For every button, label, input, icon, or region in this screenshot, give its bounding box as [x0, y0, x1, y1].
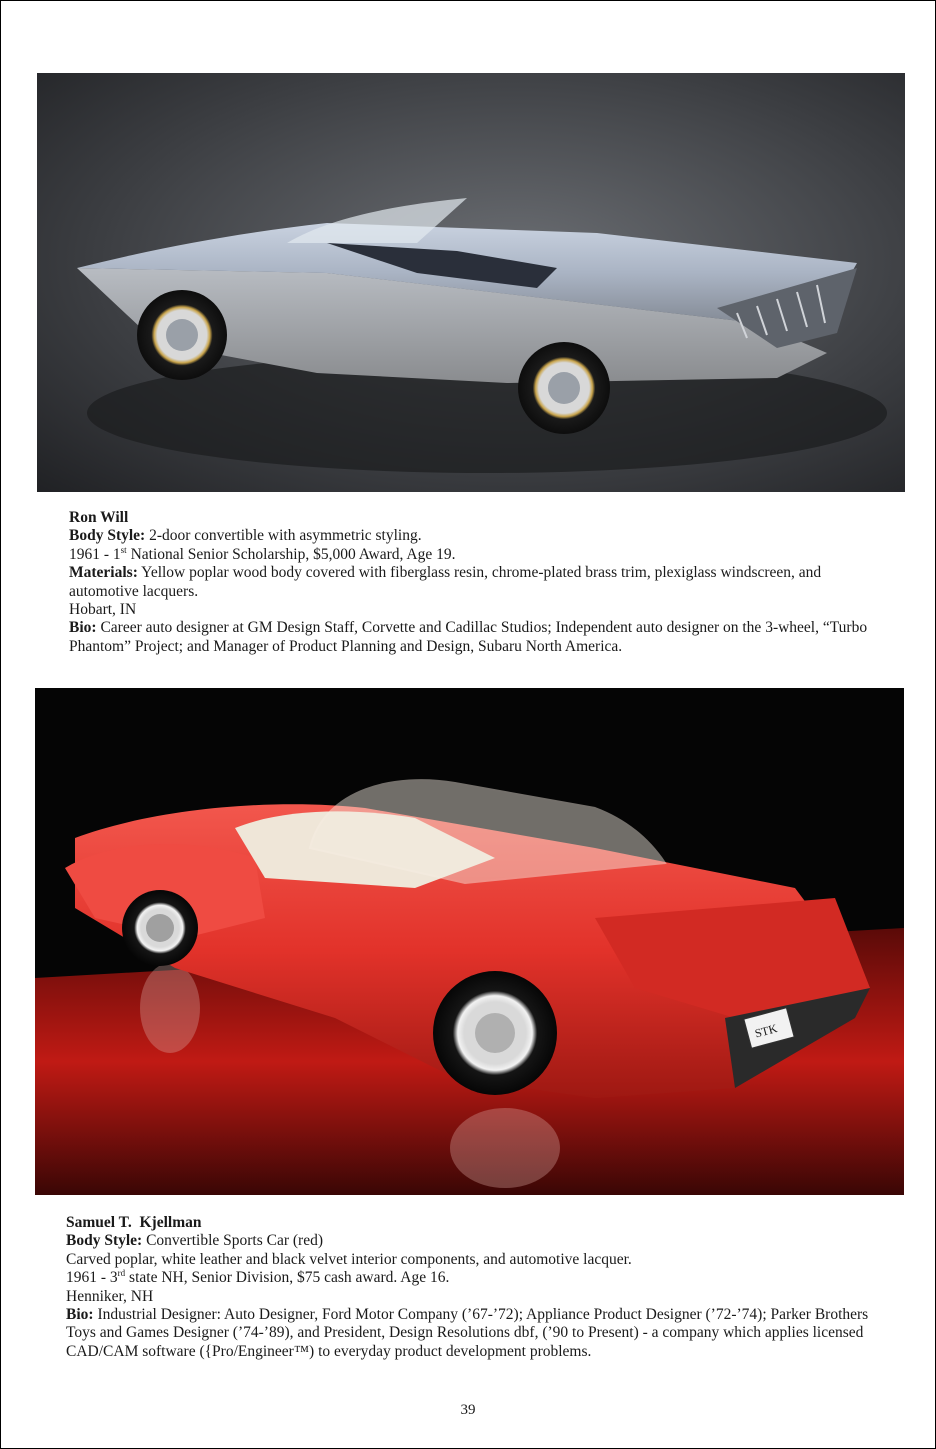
materials-label: Materials:	[69, 564, 138, 582]
location-text: Henniker, NH	[66, 1287, 154, 1305]
samuel-kjellman-caption	[66, 1214, 876, 1361]
license-plate-text: STK	[753, 1021, 779, 1041]
page-number: 39	[460, 1402, 476, 1418]
award-ordinal-suffix: st	[120, 544, 127, 555]
award-text: National Senior Scholarship, $5,000 Award, Age 19.	[126, 545, 456, 563]
red-car-photo	[35, 688, 904, 1195]
bio-label: Bio:	[66, 1306, 94, 1324]
silver-car-illustration	[37, 73, 905, 492]
designer-name: Ron Will	[69, 509, 129, 526]
bio-label: Bio:	[69, 619, 97, 637]
award-prefix: 1961 - 3	[66, 1269, 118, 1287]
award-ordinal-suffix: rd	[117, 1268, 126, 1279]
body-style-text: 2-door convertible with asymmetric styling.	[149, 527, 422, 545]
ron-will-caption	[69, 509, 879, 656]
body-style-label: Body Style:	[66, 1232, 143, 1250]
body-style-label: Body Style:	[69, 527, 146, 545]
materials-text: Carved poplar, white leather and black velvet interior components, and automotive lacquer.	[66, 1250, 632, 1268]
award-text: state NH, Senior Division, $75 cash award. Age 16.	[125, 1269, 450, 1287]
materials-text: Yellow poplar wood body covered with fiberglass resin, chrome-plated brass trim, plexiglass windscreen, and automotive lacquers.	[69, 564, 822, 600]
bio-text: Industrial Designer: Auto Designer, Ford Motor Company (’67-’72); Appliance Product Designer (’72-’74); Parker Brothers Toys and Games Designer (’74-’89), and President, Design Resolutions dbf, (’90 to Present) - a company which applies licensed CAD/CAM software ({Pro/Engineer™) to everyday product development problems.	[66, 1306, 869, 1360]
body-style-text: Convertible Sports Car (red)	[146, 1232, 324, 1250]
designer-name: Samuel T. Kjellman	[66, 1214, 202, 1231]
award-prefix: 1961 - 1	[69, 545, 121, 563]
location-text: Hobart, IN	[69, 601, 137, 619]
red-car-illustration	[35, 688, 904, 1195]
silver-car-photo	[37, 73, 905, 492]
bio-text: Career auto designer at GM Design Staff, Corvette and Cadillac Studios; Independent auto designer on the 3-wheel, “Turbo Phantom” Project; and Manager of Product Planning and Design, Subaru North America.	[69, 619, 868, 655]
